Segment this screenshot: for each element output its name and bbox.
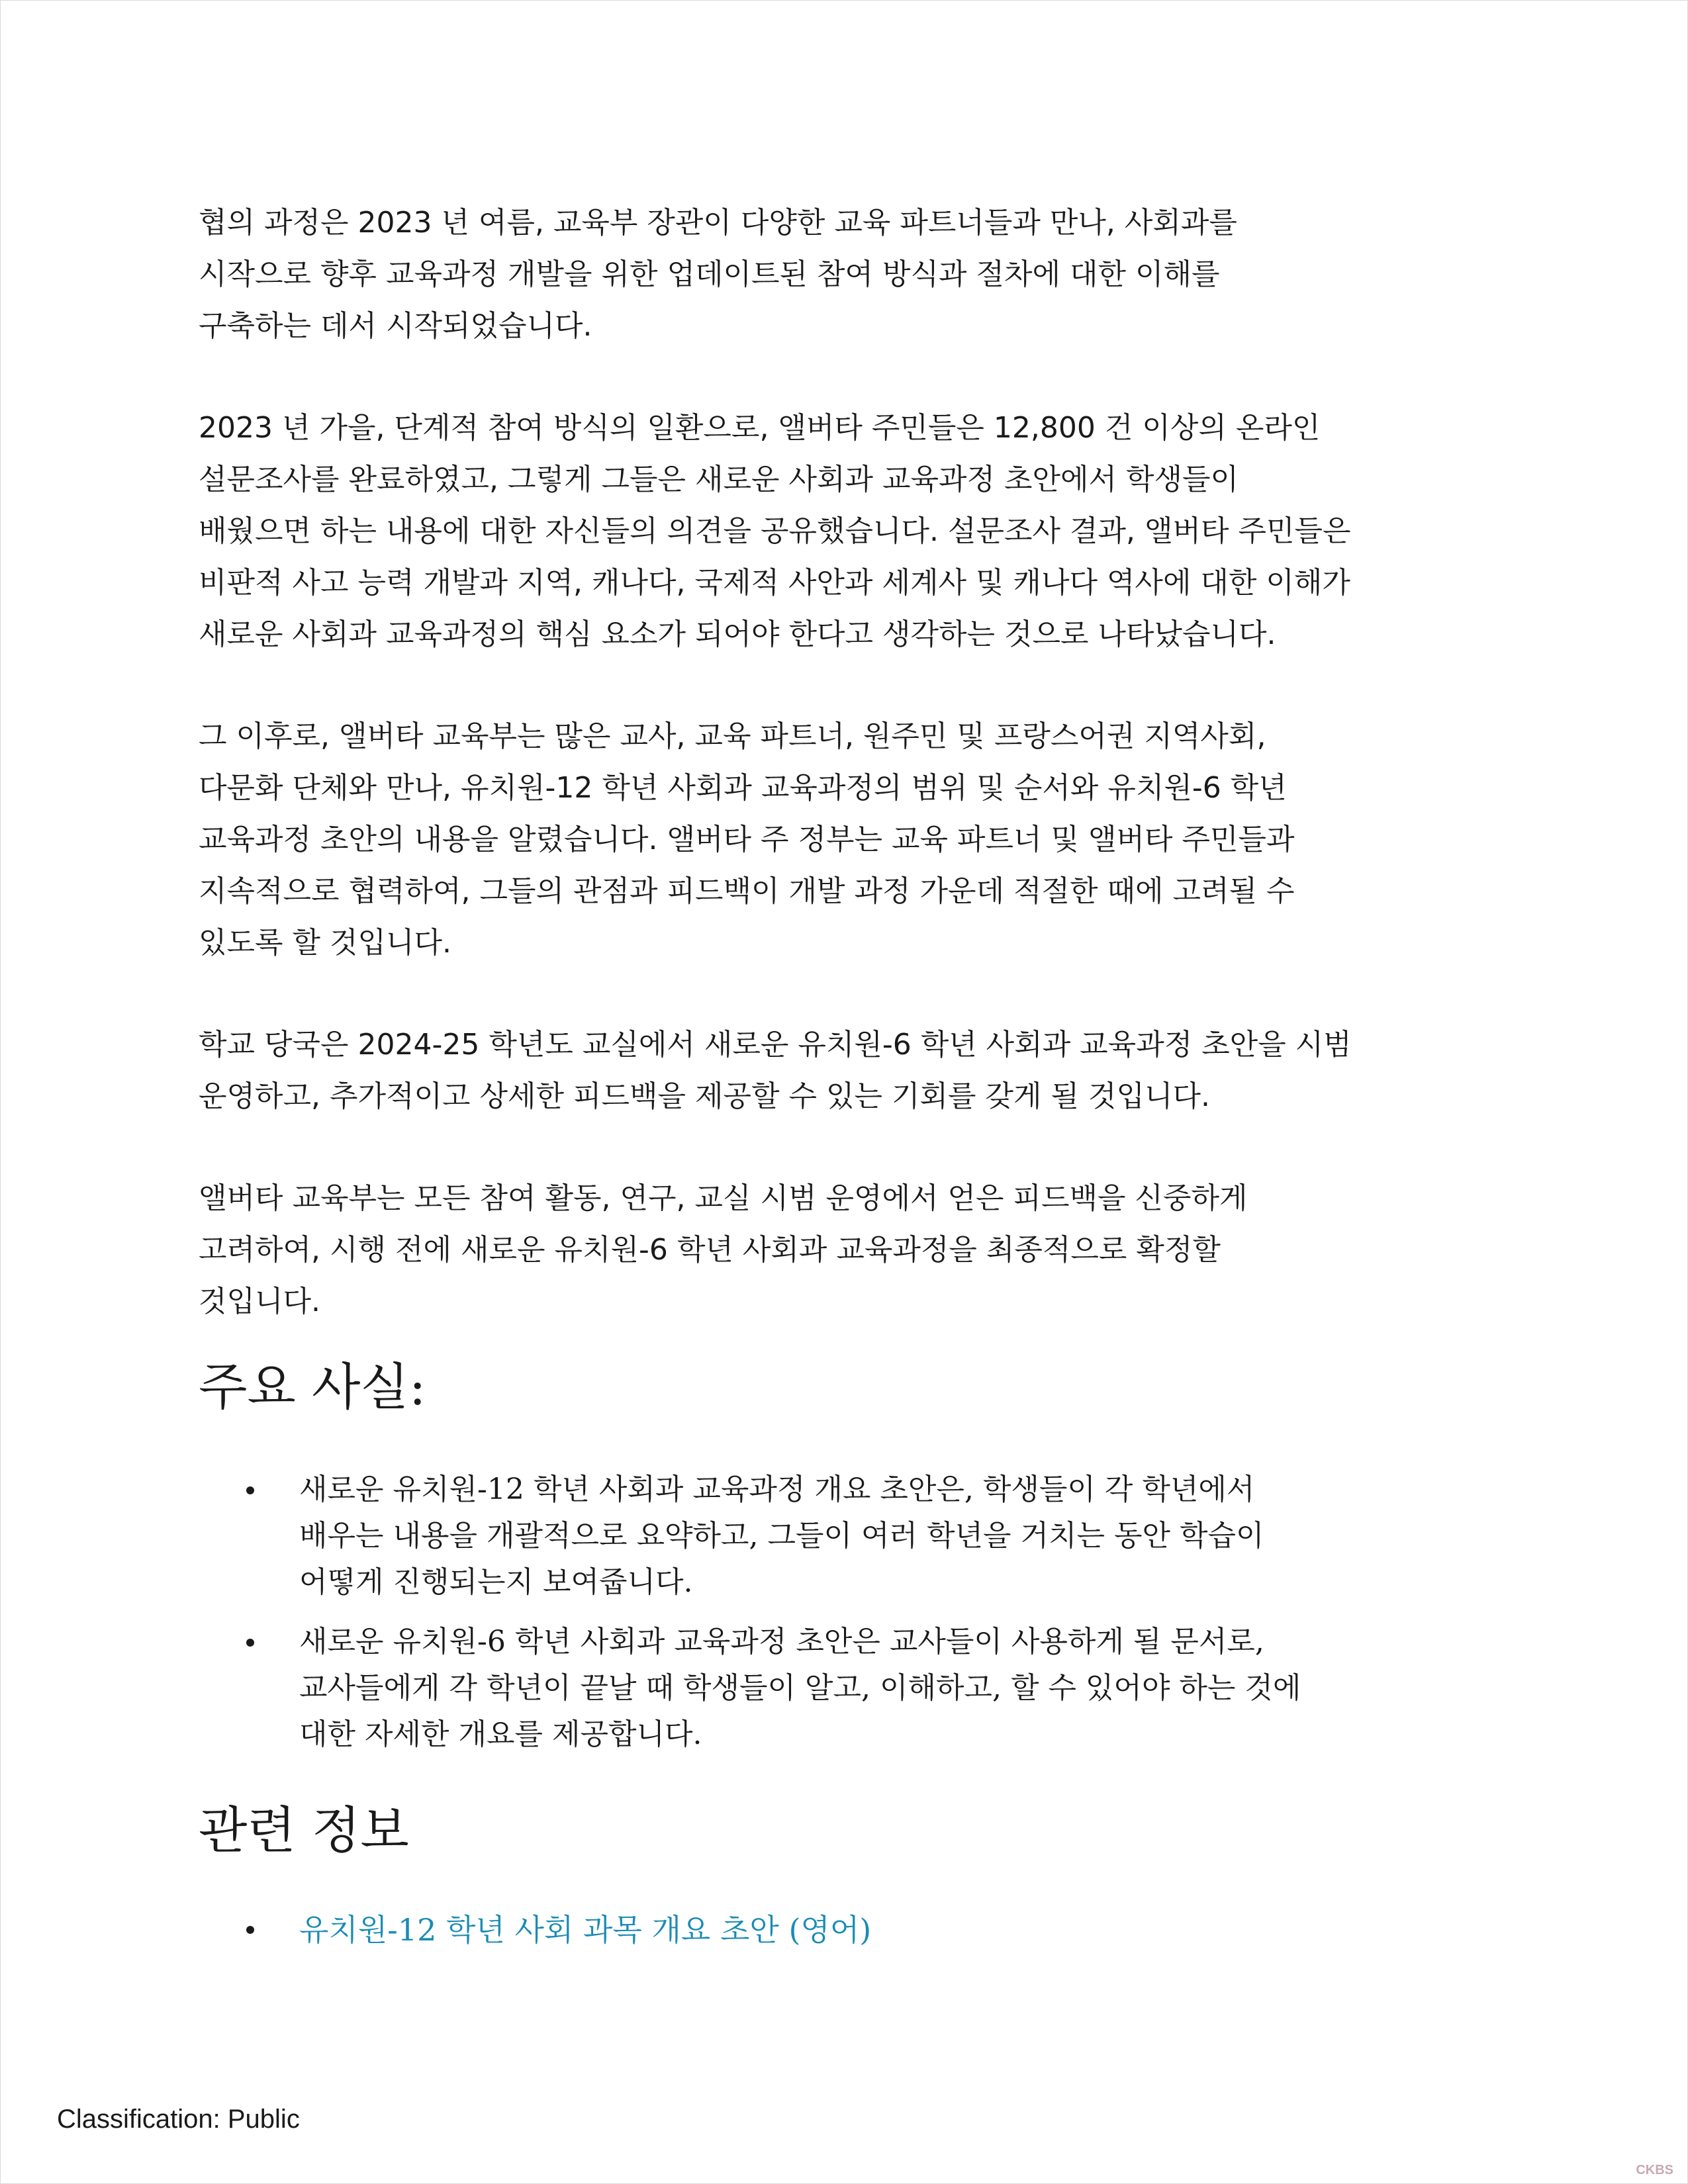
- list-item: [199, 1619, 1489, 1758]
- text-line: 지속적으로 협력하여, 그들의 관점과 피드백이 개발 과정 가운데 적절한 때에 고려될 수: [199, 874, 1295, 908]
- bullet-icon: [246, 1639, 254, 1647]
- classification-label: Classification: Public: [57, 2105, 300, 2134]
- text-line: 설문조사를 완료하였고, 그렇게 그들은 새로운 사회과 교육과정 초안에서 학생들이: [199, 463, 1239, 496]
- key-facts-list: [199, 1467, 1489, 1758]
- text-line: 운영하고, 추가적이고 상세한 피드백을 제공할 수 있는 기회를 갖게 될 것입니다.: [199, 1079, 1210, 1113]
- text-line: 앨버타 교육부는 모든 참여 활동, 연구, 교실 시범 운영에서 얻은 피드백을 신중하게: [199, 1181, 1248, 1215]
- corner-watermark: CKBS: [1636, 2163, 1673, 2177]
- paragraph-pilot: [199, 1019, 1489, 1122]
- key-facts-heading: 주요 사실:: [199, 1357, 426, 1416]
- paragraph-engagement: [199, 711, 1489, 969]
- list-item: [199, 1906, 1489, 1954]
- related-links-list: [199, 1906, 1489, 1954]
- text-line: 어떻게 진행되는지 보여줍니다.: [299, 1565, 693, 1599]
- bullet-icon: [246, 1926, 254, 1934]
- text-line: 2023 년 가을, 단계적 참여 방식의 일환으로, 앨버타 주민들은 12,800 건 이상의 온라인: [199, 411, 1321, 445]
- text-line: 그 이후로, 앨버타 교육부는 많은 교사, 교육 파트너, 원주민 및 프랑스어권 지역사회,: [199, 719, 1266, 753]
- paragraph-consultation: [199, 197, 1489, 352]
- text-line: 교사들에게 각 학년이 끝날 때 학생들이 알고, 이해하고, 할 수 있어야 하는 것에: [299, 1671, 1301, 1705]
- paragraph-finalize: [199, 1173, 1489, 1328]
- text-line: 시작으로 향후 교육과정 개발을 위한 업데이트된 참여 방식과 절차에 대한 이해를: [199, 257, 1220, 291]
- paragraph-survey: [199, 402, 1489, 660]
- text-line: 새로운 유치원-6 학년 사회과 교육과정 초안은 교사들이 사용하게 될 문서로,: [299, 1625, 1264, 1659]
- text-line: 배웠으면 하는 내용에 대한 자신들의 의견을 공유했습니다. 설문조사 결과, 앨버타 주민들은: [199, 514, 1351, 548]
- text-line: 다문화 단체와 만나, 유치원-12 학년 사회과 교육과정의 범위 및 순서와 유치원-6 학년: [199, 771, 1287, 805]
- text-line: 학교 당국은 2024-25 학년도 교실에서 새로운 유치원-6 학년 사회과 교육과정 초안을 시범: [199, 1028, 1352, 1062]
- curriculum-overview-link[interactable]: 유치원-12 학년 사회 과목 개요 초안 (영어): [299, 1912, 872, 1948]
- text-line: 새로운 사회과 교육과정의 핵심 요소가 되어야 한다고 생각하는 것으로 나타났습니다.: [199, 617, 1276, 651]
- text-line: 있도록 할 것입니다.: [199, 926, 451, 960]
- text-line: 고려하여, 시행 전에 새로운 유치원-6 학년 사회과 교육과정을 최종적으로 확정할: [199, 1233, 1221, 1267]
- text-line: 교육과정 초안의 내용을 알렸습니다. 앨버타 주 정부는 교육 파트너 및 앨버타 주민들과: [199, 823, 1295, 856]
- text-line: 구축하는 데서 시작되었습니다.: [199, 309, 592, 343]
- text-line: 비판적 사고 능력 개발과 지역, 캐나다, 국제적 사안과 세계사 및 캐나다 역사에 대한 이해가: [199, 566, 1350, 600]
- bullet-icon: [246, 1486, 254, 1494]
- list-item: [199, 1467, 1489, 1606]
- text-line: 협의 과정은 2023 년 여름, 교육부 장관이 다양한 교육 파트너들과 만나, 사회과를: [199, 206, 1237, 240]
- text-line: 것입니다.: [199, 1285, 321, 1318]
- text-line: 배우는 내용을 개괄적으로 요약하고, 그들이 여러 학년을 거치는 동안 학습이: [299, 1519, 1264, 1553]
- text-line: 새로운 유치원-12 학년 사회과 교육과정 개요 초안은, 학생들이 각 학년에서: [299, 1473, 1255, 1506]
- text-line: 대한 자세한 개요를 제공합니다.: [299, 1717, 702, 1751]
- document-body: [199, 197, 1489, 1967]
- related-info-heading: 관련 정보: [199, 1801, 409, 1860]
